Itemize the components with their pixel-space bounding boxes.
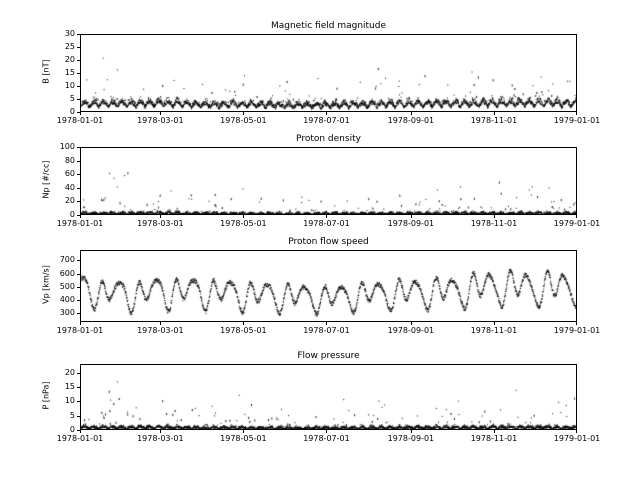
y-tick-label: 300 (59, 307, 75, 317)
y-tick-label: 15 (64, 381, 75, 391)
y-tick-label: 400 (59, 294, 75, 304)
chart-panel-3 (41, 237, 601, 335)
x-tick-label: 1978-09-01 (387, 434, 435, 443)
chart-title: Magnetic field magnitude (270, 21, 387, 31)
y-tick-label: 60 (64, 169, 75, 179)
y-tick-label: 0 (69, 107, 75, 116)
x-tick-mark (576, 430, 577, 433)
x-tick-label: 1978-07-01 (303, 326, 350, 335)
x-tick-mark (160, 322, 161, 325)
x-tick-label: 1978-07-01 (303, 219, 350, 228)
y-tick-label: 5 (69, 94, 75, 103)
y-tick-mark (77, 60, 80, 61)
x-tick-mark (576, 112, 577, 115)
x-tick-mark (243, 322, 244, 325)
y-tick-label: 0 (69, 425, 75, 434)
x-tick-mark (326, 215, 327, 218)
y-tick-label: 0 (69, 210, 75, 219)
y-axis-label: P [nPa] (41, 381, 51, 410)
x-tick-label: 1978-09-01 (387, 116, 435, 125)
y-tick-mark (77, 34, 80, 35)
x-tick-mark (243, 215, 244, 218)
x-tick-label: 1978-11-01 (470, 116, 518, 125)
y-tick-label: 20 (64, 367, 75, 377)
x-tick-mark (411, 322, 412, 325)
x-tick-label: 1979-01-01 (553, 326, 601, 335)
x-tick-label: 1978-03-01 (137, 326, 184, 335)
x-tick-label: 1978-05-01 (220, 434, 267, 443)
x-tick-mark (576, 215, 577, 218)
x-tick-mark (494, 215, 495, 218)
x-tick-label: 1978-11-01 (470, 326, 518, 335)
y-tick-label: 5 (69, 410, 75, 420)
x-tick-mark (411, 112, 412, 115)
x-tick-mark (80, 112, 81, 115)
data-points-layer (81, 35, 577, 112)
x-tick-label: 1978-01-01 (56, 434, 104, 443)
y-tick-mark (77, 373, 80, 374)
axes-frame (80, 34, 577, 112)
data-points-layer (81, 251, 577, 322)
x-tick-mark (160, 215, 161, 218)
x-tick-mark (576, 322, 577, 325)
x-tick-label: 1978-09-01 (387, 219, 435, 228)
data-points-layer (81, 365, 577, 430)
y-tick-mark (77, 300, 80, 301)
x-tick-label: 1978-05-01 (220, 116, 267, 125)
y-axis-label: Np [#/cc] (41, 160, 51, 199)
x-tick-label: 1979-01-01 (553, 434, 601, 443)
y-tick-label: 30 (64, 29, 75, 38)
y-tick-mark (77, 260, 80, 261)
axes-frame (80, 147, 577, 215)
x-tick-mark (494, 322, 495, 325)
x-tick-label: 1978-05-01 (220, 326, 267, 335)
y-tick-label: 40 (64, 182, 75, 192)
chart-panel-1 (41, 21, 601, 125)
x-tick-mark (80, 215, 81, 218)
y-tick-mark (77, 188, 80, 189)
x-tick-label: 1978-05-01 (220, 219, 267, 228)
x-tick-mark (243, 112, 244, 115)
y-tick-mark (77, 73, 80, 74)
x-tick-mark (494, 112, 495, 115)
x-tick-mark (326, 430, 327, 433)
x-tick-label: 1978-01-01 (56, 219, 104, 228)
x-tick-mark (326, 112, 327, 115)
x-tick-label: 1978-07-01 (303, 116, 350, 125)
y-tick-label: 500 (59, 281, 75, 291)
y-tick-label: 10 (64, 396, 75, 406)
x-tick-label: 1978-01-01 (56, 326, 104, 335)
axes-frame (80, 364, 577, 430)
x-tick-mark (160, 430, 161, 433)
y-tick-label: 700 (59, 255, 75, 265)
x-tick-label: 1978-03-01 (137, 116, 184, 125)
y-tick-mark (77, 47, 80, 48)
y-tick-mark (77, 416, 80, 417)
chart-title: Proton density (296, 134, 361, 144)
chart-panel-4 (41, 351, 601, 443)
chart-panel-2 (41, 134, 601, 228)
x-tick-label: 1978-01-01 (56, 116, 104, 125)
y-tick-mark (77, 387, 80, 388)
y-tick-label: 25 (64, 42, 75, 51)
x-tick-mark (411, 215, 412, 218)
y-tick-mark (77, 86, 80, 87)
x-tick-label: 1978-11-01 (470, 219, 518, 228)
y-tick-label: 100 (59, 142, 75, 151)
y-tick-label: 600 (59, 268, 75, 278)
y-tick-mark (77, 201, 80, 202)
x-tick-mark (494, 430, 495, 433)
x-tick-label: 1978-07-01 (303, 434, 350, 443)
y-tick-label: 20 (64, 196, 75, 206)
x-tick-label: 1978-03-01 (137, 219, 184, 228)
x-tick-mark (243, 430, 244, 433)
x-tick-label: 1978-09-01 (387, 326, 435, 335)
x-tick-label: 1978-03-01 (137, 434, 184, 443)
axes-frame (80, 250, 577, 322)
y-tick-label: 80 (64, 155, 75, 165)
x-tick-mark (411, 430, 412, 433)
y-tick-label: 10 (64, 81, 75, 90)
y-tick-mark (77, 161, 80, 162)
y-tick-mark (77, 147, 80, 148)
y-tick-mark (77, 313, 80, 314)
y-tick-mark (77, 401, 80, 402)
y-tick-label: 15 (64, 68, 75, 77)
x-tick-mark (160, 112, 161, 115)
data-points-layer (81, 148, 577, 215)
y-axis-label: B [nT] (41, 59, 51, 84)
x-tick-mark (80, 322, 81, 325)
y-tick-label: 20 (64, 55, 75, 64)
chart-title: Proton flow speed (288, 237, 369, 247)
x-tick-label: 1979-01-01 (553, 116, 601, 125)
y-axis-label: Vp [km/s] (41, 265, 51, 304)
x-tick-label: 1979-01-01 (553, 219, 601, 228)
y-tick-mark (77, 174, 80, 175)
y-tick-mark (77, 287, 80, 288)
chart-title: Flow pressure (297, 351, 360, 361)
y-tick-mark (77, 274, 80, 275)
x-tick-mark (326, 322, 327, 325)
x-tick-mark (80, 430, 81, 433)
x-tick-label: 1978-11-01 (470, 434, 518, 443)
y-tick-mark (77, 99, 80, 100)
